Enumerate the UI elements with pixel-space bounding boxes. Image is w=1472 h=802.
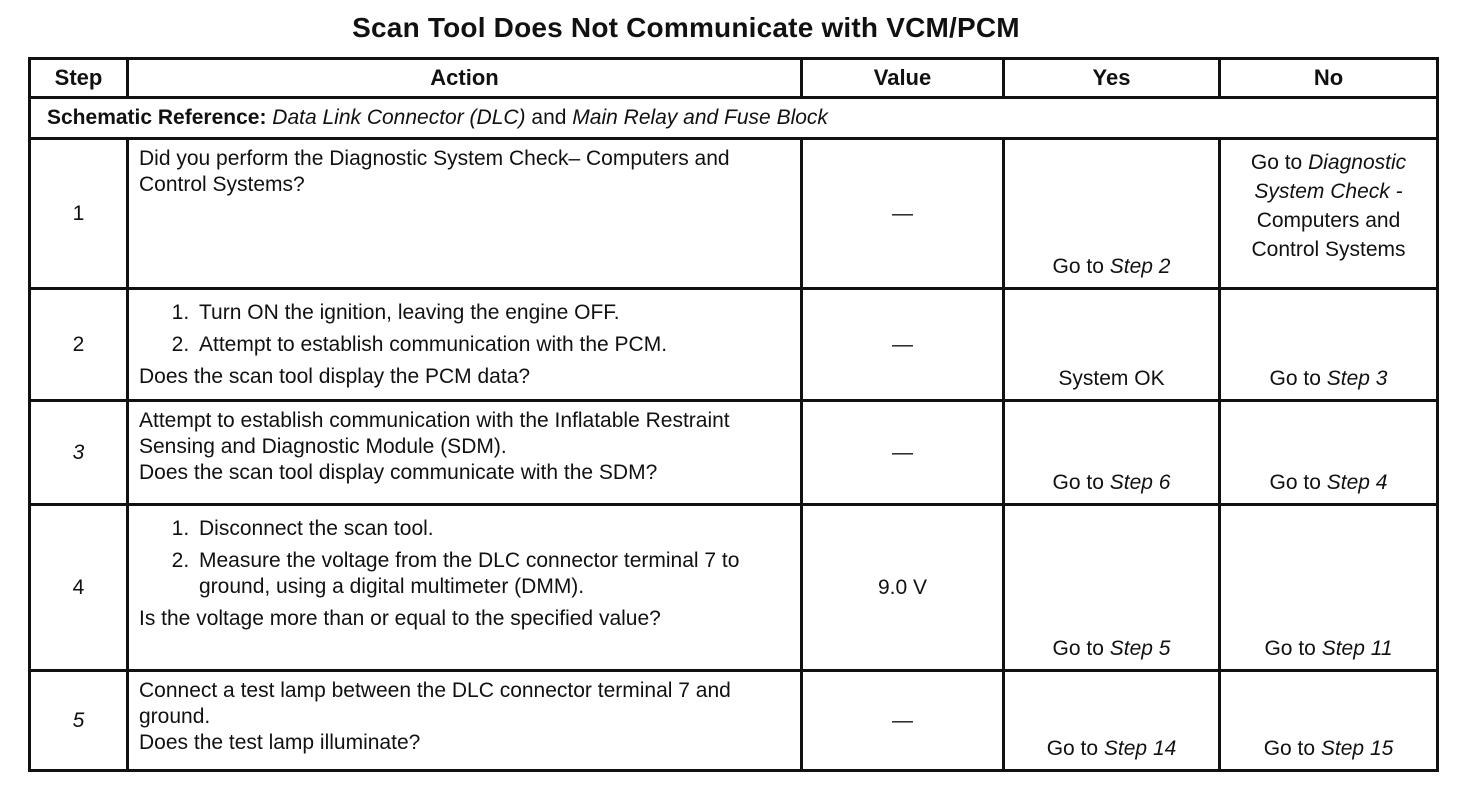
- yes-cell: [1004, 671, 1220, 771]
- value-dash: —: [892, 332, 913, 356]
- list-item: 2. Attempt to establish communication with the PCM.: [195, 332, 792, 358]
- table-row-step-5: [30, 671, 1438, 771]
- header-row: [30, 59, 1438, 98]
- no-step-link[interactable]: Step 15: [1320, 737, 1394, 760]
- no-prefix: Go to: [1269, 367, 1321, 390]
- step-number: 3: [30, 401, 128, 505]
- schematic-ref-relay: Main Relay and Fuse Block: [572, 106, 828, 129]
- value-cell: [802, 289, 1004, 401]
- action-list: [139, 300, 792, 358]
- table-row-step-3: [30, 401, 1438, 505]
- yes-cell: [1004, 289, 1220, 401]
- value-dash: —: [892, 708, 913, 732]
- header-action: Action: [128, 59, 802, 98]
- value-cell: [802, 401, 1004, 505]
- no-step-link[interactable]: Step 11: [1321, 637, 1393, 660]
- no-cell: [1220, 505, 1438, 671]
- list-item: 2. Measure the voltage from the DLC connector terminal 7 to ground, using a digital multimeter (DMM).: [195, 548, 792, 600]
- table-row-step-1: [30, 139, 1438, 289]
- value-dash: —: [892, 201, 913, 225]
- action-cell: [128, 671, 802, 771]
- action-text: Attempt to establish communication with the Inflatable Restraint Sensing and Diagnostic Module (SDM).: [139, 409, 730, 458]
- action-question: Is the voltage more than or equal to the specified value?: [139, 607, 661, 630]
- yes-prefix: Go to: [1052, 471, 1104, 494]
- header-no: No: [1220, 59, 1438, 98]
- value-cell: [802, 671, 1004, 771]
- header-step: Step: [30, 59, 128, 98]
- yes-cell: [1004, 139, 1220, 289]
- schematic-reference-row: [30, 98, 1438, 139]
- action-cell: [128, 505, 802, 671]
- diagnostic-table: [28, 57, 1439, 772]
- step-number: 1: [30, 139, 128, 289]
- action-cell: [128, 139, 802, 289]
- action-list: [139, 516, 792, 600]
- yes-text: System OK: [1058, 367, 1165, 390]
- yes-prefix: Go to: [1052, 255, 1104, 278]
- value-dash: —: [892, 440, 913, 464]
- yes-cell: [1004, 505, 1220, 671]
- no-cell: [1220, 401, 1438, 505]
- no-prefix: Go to: [1263, 737, 1316, 760]
- yes-step-link[interactable]: Step 2: [1109, 255, 1171, 278]
- action-cell: [128, 289, 802, 401]
- step-number: 5: [30, 671, 128, 771]
- yes-step-link[interactable]: Step 14: [1103, 737, 1177, 760]
- yes-prefix: Go to: [1052, 637, 1104, 660]
- no-step-link[interactable]: Step 3: [1326, 367, 1388, 390]
- step-number: 4: [30, 505, 128, 671]
- no-cell: [1220, 671, 1438, 771]
- value-text: 9.0 V: [877, 575, 928, 599]
- no-ref-link[interactable]: Diagnostic System Check -: [1254, 151, 1407, 203]
- value-cell: [802, 505, 1004, 671]
- no-cell: [1220, 139, 1438, 289]
- schematic-and: and: [531, 106, 567, 129]
- schematic-label: Schematic Reference:: [47, 106, 267, 129]
- action-question: Does the scan tool display the PCM data?: [139, 365, 531, 388]
- value-cell: [802, 139, 1004, 289]
- yes-step-link[interactable]: Step 5: [1109, 637, 1171, 660]
- no-prefix: Go to: [1250, 151, 1303, 174]
- yes-cell: [1004, 401, 1220, 505]
- step-number: 2: [30, 289, 128, 401]
- action-text: Connect a test lamp between the DLC connector terminal 7 and ground.: [139, 679, 731, 728]
- table-row-step-2: [30, 289, 1438, 401]
- action-question: Does the scan tool display communicate with the SDM?: [139, 461, 658, 484]
- action-text: Did you perform the Diagnostic System Check– Computers and Control Systems?: [139, 147, 730, 196]
- list-item: 1. Turn ON the ignition, leaving the engine OFF.: [195, 300, 792, 326]
- action-question: Does the test lamp illuminate?: [139, 731, 421, 754]
- list-item: 1. Disconnect the scan tool.: [195, 516, 792, 542]
- yes-prefix: Go to: [1046, 737, 1099, 760]
- no-step-link[interactable]: Step 4: [1326, 471, 1388, 494]
- schematic-reference: [30, 98, 1438, 139]
- schematic-ref-dlc: Data Link Connector (DLC): [272, 106, 526, 129]
- page-title: Scan Tool Does Not Communicate with VCM/PCM: [352, 12, 1020, 43]
- no-prefix: Go to: [1264, 637, 1316, 660]
- no-prefix: Go to: [1269, 471, 1321, 494]
- yes-step-link[interactable]: Step 6: [1109, 471, 1171, 494]
- action-cell: [128, 401, 802, 505]
- no-suffix: Computers and Control Systems: [1251, 209, 1406, 261]
- header-value: Value: [802, 59, 1004, 98]
- header-yes: Yes: [1004, 59, 1220, 98]
- no-cell: [1220, 289, 1438, 401]
- table-row-step-4: [30, 505, 1438, 671]
